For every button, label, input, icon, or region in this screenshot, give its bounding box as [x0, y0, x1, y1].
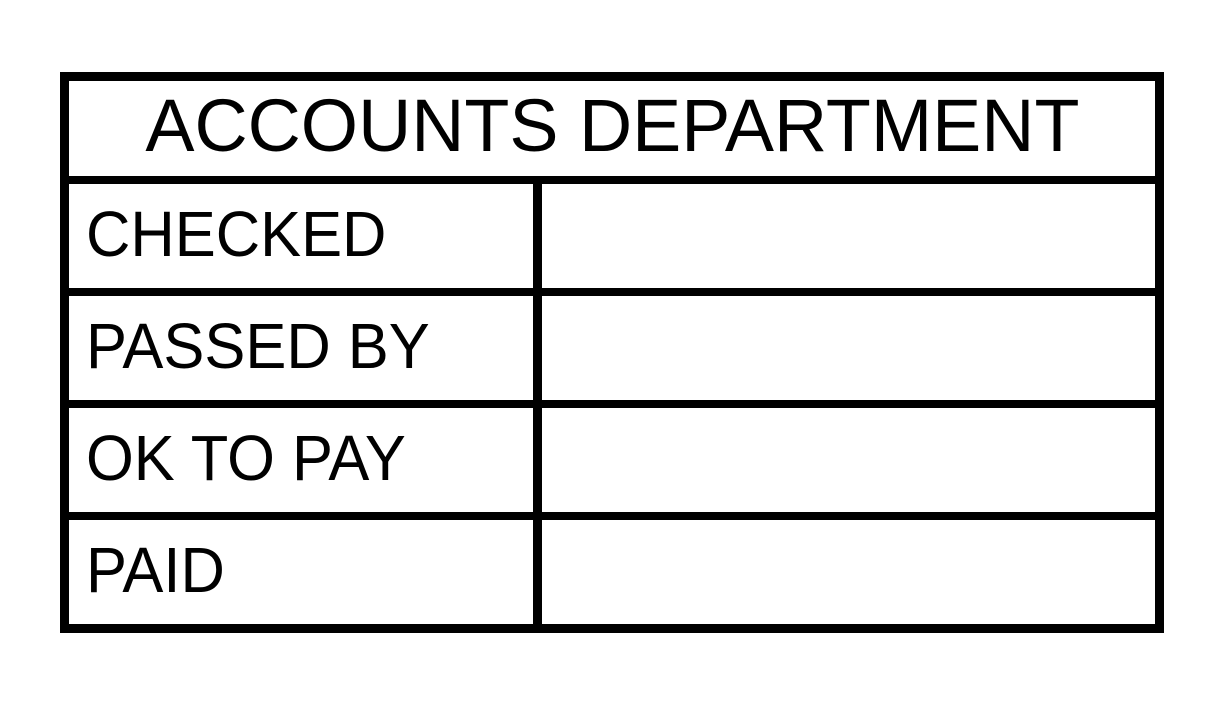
- paid-label: PAID: [86, 534, 225, 606]
- row-passed-by: [69, 296, 1155, 408]
- accounts-stamp-table: [60, 72, 1164, 633]
- row-paid: [69, 520, 1155, 624]
- stamp-header-row: [69, 81, 1155, 184]
- ok-to-pay-label: OK TO PAY: [86, 422, 406, 494]
- ok-to-pay-value-cell: [542, 408, 1155, 512]
- checked-label-cell: [69, 184, 542, 288]
- checked-label: CHECKED: [86, 198, 387, 270]
- passed-by-label: PASSED BY: [86, 310, 430, 382]
- row-ok-to-pay: [69, 408, 1155, 520]
- paid-label-cell: [69, 520, 542, 624]
- row-checked: [69, 184, 1155, 296]
- paid-value-cell: [542, 520, 1155, 624]
- passed-by-label-cell: [69, 296, 542, 400]
- stamp-title: ACCOUNTS DEPARTMENT: [144, 83, 1080, 167]
- checked-value-cell: [542, 184, 1155, 288]
- passed-by-value-cell: [542, 296, 1155, 400]
- ok-to-pay-label-cell: [69, 408, 542, 512]
